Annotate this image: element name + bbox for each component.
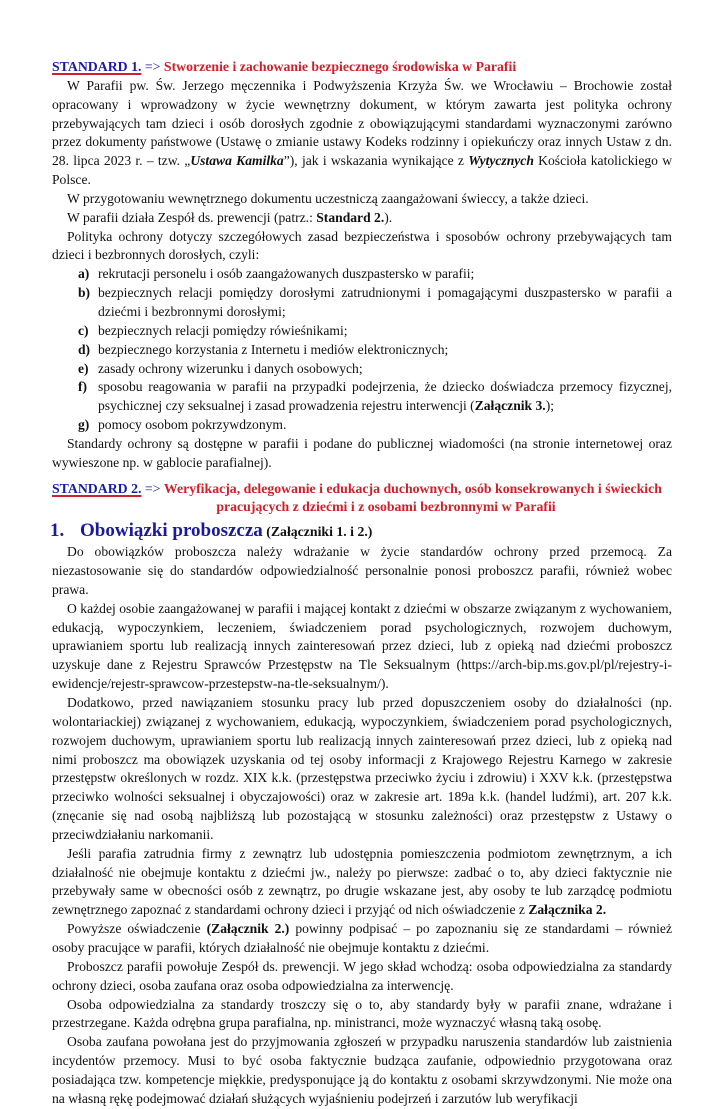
list-item-text: bezpiecznych relacji pomiędzy rówieśnikami; [98, 322, 348, 338]
section-heading [52, 520, 672, 543]
text-run: Kościoła katolickiego w Polsce. [52, 153, 673, 188]
standard-2-label: STANDARD 2. [52, 480, 142, 496]
text-run: ”), jak i wskazania wynikające z [283, 153, 469, 169]
text-run: ); [545, 398, 554, 414]
paragraph [52, 845, 672, 920]
standard-1-title: Stworzenie i zachowanie bezpiecznego środowiska w Parafii [163, 59, 517, 74]
text-run: W parafii działa Zespół ds. prewencji (patrz.: [67, 209, 317, 225]
paragraph: Proboszcz parafii powołuje Zespół ds. prewencji. W jego skład wchodzą: osoba odpowiedzialna za standardy ochrony dzieci, osoba zaufana oraz osoba odpowiedzialna za interwencję. [52, 958, 672, 993]
standard-2-heading [52, 480, 672, 518]
paragraph [52, 209, 672, 228]
arrow-symbol: => [141, 480, 164, 496]
list-item [78, 322, 672, 341]
paragraph: Osoba odpowiedzialna za standardy troszczy się o to, aby standardy były w parafii znane, wdrażane i przestrzegane. Każda odrębna grupa parafialna, np. ministranci, może wyznaczyć własną taką osobę. [52, 996, 672, 1031]
list-item-text: bezpiecznych relacji pomiędzy dorosłymi zatrudnionymi i pomagającymi duszpastersko w parafii a dziećmi i bezbronnymi dorosłymi; [98, 285, 672, 319]
document-page [52, 58, 672, 1109]
paragraph: W przygotowaniu wewnętrznego dokumentu uczestniczą zaangażowani świeccy, a także dzieci. [67, 190, 589, 206]
text-run: powinny podpisać – po zapoznaniu się ze standardami – również osoby pracujące w parafii, których działalność nie obejmuje kontaktu z dziećmi. [52, 921, 672, 955]
list-item-text: zasady ochrony wizerunku i danych osobowych; [98, 360, 363, 376]
list-item-label: c) [78, 322, 89, 338]
text-run: W Parafii pw. Św. Jerzego męczennika i Podwyższenia Krzyża Św. we Wrocławiu – Brochowie został opracowany i wprowadzony w życie wewnętrzny dokument, w którym zawarta jest polityka ochrony przebywających tam dzieci i osób dorosłych zgodnie z obowiązującymi standardami wyznaczonymi zarówno przez dokumenty państwowe (Ustawę o zmianie ustawy Kodeks rodzinny i opiekuńczy oraz innych Ustaw z dn. 28. lipca 2023 r. – tzw. „ [52, 77, 672, 169]
text-run: Powyższe oświadczenie [67, 921, 207, 937]
list-item [78, 416, 672, 435]
list-item-label: a) [78, 266, 90, 282]
reference-zalacznik-2: Załącznika 2. [528, 902, 607, 918]
paragraph: Do obowiązków proboszcza należy wdrażanie w życie standardów ochrony przed przemocą. Za niezastosowanie się do standardów odpowiedzialność personalnie ponosi proboszcz parafii, również wobec prawa. [52, 544, 672, 597]
list-item [78, 284, 672, 322]
policy-scope-list [52, 265, 672, 435]
section-attachments-ref: (Załączniki 1. i 2.) [262, 524, 373, 540]
reference-zalacznik-2: (Załącznik 2.) [206, 921, 290, 937]
text-run: ). [384, 209, 393, 225]
standard-1-heading [52, 58, 672, 77]
list-item-label: e) [78, 360, 89, 376]
standard-2-title-line-2: pracujących z dziećmi i z osobami bezbronnymi w Parafii [216, 499, 556, 515]
list-item-label: g) [78, 417, 90, 433]
reference-zalacznik-3: Załącznik 3. [474, 398, 546, 414]
list-item-text: bezpiecznego korzystania z Internetu i mediów elektronicznych; [98, 341, 449, 357]
emphasis-wytycznych: Wytycznych [468, 153, 534, 169]
arrow-symbol: => [141, 59, 164, 74]
list-item [78, 378, 672, 416]
list-item-label: b) [78, 285, 91, 301]
paragraph: Osoba zaufana powołana jest do przyjmowania zgłoszeń w przypadku naruszenia standardów lub zaistnienia incydentów przemocy. Musi to być osoba faktycznie budząca zaufanie, odpowiednio przygotowana oraz posiadająca tzw. kompetencje miękkie, predysponujące ją do kontaktu z osobami skrzywdzonymi. Nie może ona na własną rękę podejmować działań służących wyjaśnieniu podejrzeń i zarzutów lub weryfikacji [52, 1034, 672, 1106]
paragraph: O każdej osobie zaangażowanej w parafii i mającej kontakt z dziećmi w obszarze związanym z wychowaniem, edukacją, wypoczynkiem, leczeniem, świadczeniem porad psychologicznych, rozwojem duchowym, uprawianiem sportu lub realizacją innych zainteresowań przez dzieci, lub z opieką nad dziećmi proboszcz uzyskuje dane z Rejestru Sprawców Przestępstw na Tle Seksualnym (https://arch-bip.ms.gov.pl/pl/rejestry-i-ewidencje/rejestr-sprawcow-przestepstw-na-tle-seksualnym/). [52, 600, 672, 692]
paragraph [52, 920, 672, 958]
standard-1-label: STANDARD 1. [52, 59, 142, 74]
list-item [78, 265, 672, 284]
emphasis-ustawa-kamilka: Ustawa Kamilka [190, 153, 284, 169]
list-item [78, 341, 672, 360]
list-item-label: d) [78, 341, 91, 357]
standard-2-title-line-1: Weryfikacja, delegowanie i edukacja duchownych, osób konsekrowanych i świeckich [163, 480, 662, 496]
section-title: Obowiązki proboszcza [80, 520, 263, 542]
text-run: Jeśli parafia zatrudnia firmy z zewnątrz lub udostępnia pomieszczenia podmiotom zewnętrznym, a ich działalność nie obejmuje kontaktu z dziećmi jw., należy po pierwsze: zadbać o to, aby dzieci faktycznie nie przebywały same w obecności osób z zewnątrz, po drugie wskazane jest, aby osoby te lub zarządcę podmiotu zewnętrznego zapoznać z standardami ochrony dzieci i przyjąć od nich oświadczenie z [52, 845, 672, 918]
list-item-text: pomocy osobom pokrzywdzonym. [98, 417, 287, 433]
list-item-text: sposobu reagowania w parafii na przypadki podejrzenia, że dziecko doświadcza przemocy fizycznej, psychicznej czy seksualnej i zasad prowadzenia rejestru interwencji ( [98, 379, 672, 414]
list-item-text: rekrutacji personelu i osób zaangażowanych duszpastersko w parafii; [98, 266, 475, 282]
paragraph: Standardy ochrony są dostępne w parafii i podane do publicznej wiadomości (na stronie internetowej oraz wywieszone np. w gablocie parafialnej). [52, 435, 672, 470]
list-item-label: f) [78, 379, 88, 395]
paragraph [52, 77, 672, 190]
paragraph: Dodatkowo, przed nawiązaniem stosunku pracy lub przed dopuszczeniem osoby do działalności (np. wolontariackiej) związanej z wychowaniem, edukacją, wypoczynkiem, świadczeniem porad psychologicznych, rozwojem duchowym, uprawianiem sportu lub realizacją innych zainteresowań przez dzieci, lub z opieką nad nimi proboszcz ma obowiązek uzyskania od tej osoby informacji z Krajowego Rejestru Karnego w zakresie przestępstw określonych w rozdz. XIX k.k. (przestępstwa przeciwko życiu i zdrowiu) i XXV k.k. (przestępstwa przeciwko wolności seksualnej i obyczajowości) oraz w zakresie art. 189a k.k. (handel ludźmi), art. 207 k.k. (znęcanie się nad osobą najbliższą lub pozostającą w stosunku zależności) oraz przestępstw z Ustawy o przeciwdziałaniu narkomanii. [52, 695, 672, 842]
paragraph: Polityka ochrony dotyczy szczegółowych zasad bezpieczeństwa i sposobów ochrony przebywających tam dzieci i bezbronnych dorosłych, czyli: [52, 228, 672, 263]
section-number: 1. [50, 520, 65, 542]
reference-standard-2: Standard 2. [316, 209, 385, 225]
list-item [78, 360, 672, 379]
